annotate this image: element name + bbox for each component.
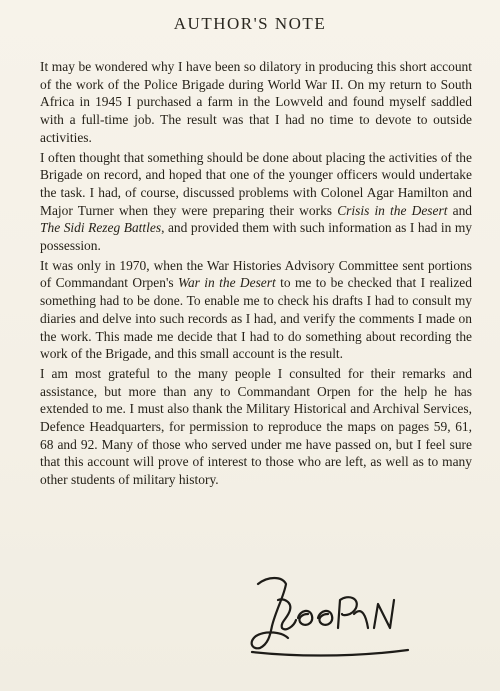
paragraph-1-text: It may be wondered why I have been so dilatory in producing this short account of the work of the Police Brigade during World War II. On my return to South Africa in 1945 I purchased a farm in the Lowveld and found myself saddled with a full-time job. The result was that I had no time to devote to outside activities. [40, 59, 472, 145]
paragraph-1 [40, 58, 472, 147]
paragraph-4-text: I am most grateful to the many people I consulted for their remarks and assistance, but more than any to Commandant Orpen for the help he has extended to me. I must also thank the Military Historical and Archival Services, Defence Headquarters, for permission to reproduce the maps on pages 59, 61, 68 and 92. Many of those who served under me have passed on, but I feel sure that this account will prove of interest to those who are left, as well as to many other students of military history. [40, 365, 472, 488]
body-text [40, 58, 472, 489]
book-title-war-in-the-desert: War in the Desert [177, 275, 276, 291]
paragraph-2-text-b: and [447, 202, 473, 218]
book-title-sidi-rezeg-battles: The Sidi Rezeg Battles [40, 220, 162, 236]
signature-icon [238, 570, 438, 660]
paragraph-4 [40, 365, 472, 489]
paragraph-2 [40, 149, 472, 255]
paragraph-2-text-a: I often thought that something should be done about placing the activities of the Brigade on record, and hoped that one of the younger officers would undertake the task. I had, of course, discussed problems with Colonel Agar Hamilton and Major Turner when they were preparing their works [40, 149, 472, 218]
paragraph-3-text-b: to me to be checked that I realized something had to be done. To enable me to check his drafts I had to consult my diaries and delve into such records as I had, and verify the comments I made on the work. This made me decide that I had to do something about recording the work of the Brigade, and this small account is the result. [40, 275, 472, 362]
paragraph-3 [40, 257, 472, 363]
book-title-crisis-in-the-desert: Crisis in the Desert [337, 202, 448, 218]
paragraph-3-text-a: It was only in 1970, when the War Histories Advisory Committee sent portions of Commandant Orpen's [40, 257, 472, 291]
page-title: AUTHOR'S NOTE [173, 14, 327, 33]
paragraph-2-text-c: , and provided them with such information as I had in my possession. [40, 220, 472, 254]
